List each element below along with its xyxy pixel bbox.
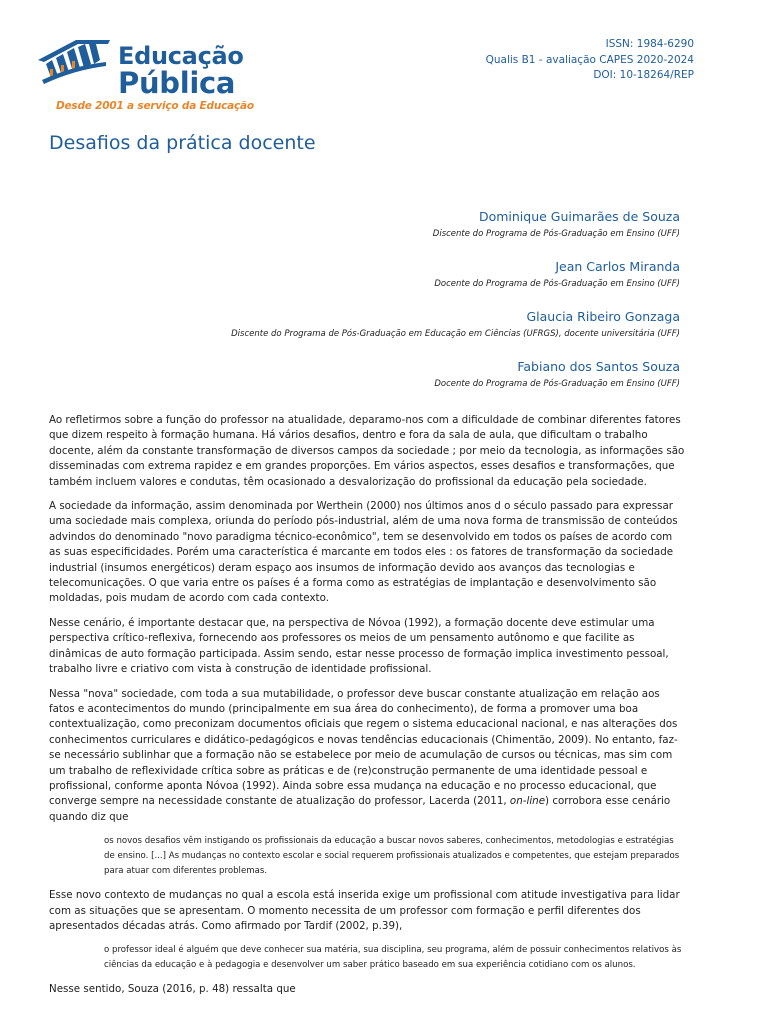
author-item [120, 208, 680, 240]
logo-wordmark-line2: Pública [118, 66, 236, 100]
body-paragraph: Nesse cenário, é importante destacar que, na perspectiva de Nóvoa (1992), a formação docente deve estimular uma perspectiva crítico-reflexiva, fornecendo aos professores os meios de um pensamento autônomo e que facilite as dinâmicas de auto formação participada. Assim sendo, estar nesse processo de formação implica investimento pessoal, trabalho livre e criativo com vista à construção de identidade profissional. [49, 616, 669, 676]
journal-logo [36, 36, 266, 116]
author-name: Glaucia Ribeiro Gonzaga [526, 309, 680, 324]
italic-text: on-line [509, 795, 546, 808]
author-item [120, 358, 680, 390]
author-affiliation: Discente do Programa de Pós-Graduação em Ensino (UFF) [432, 229, 680, 239]
logo-tagline: Desde 2001 a serviço da Educação [56, 100, 254, 112]
issn-text: ISSN: 1984-6290 [605, 38, 694, 50]
author-item [120, 308, 680, 340]
author-affiliation: Docente do Programa de Pós-Graduação em Ensino (UFF) [434, 379, 680, 389]
article-title: Desafios da prática docente [49, 132, 316, 154]
body-paragraph [49, 687, 686, 826]
body-paragraph: Nesse sentido, Souza (2016, p. 48) ressalta que [49, 983, 296, 996]
author-item [120, 258, 680, 290]
body-paragraph: Ao refletirmos sobre a função do professor na atualidade, deparamo-nos com a dificuldade de combinar diferentes fatores que dizem respeito à formação humana. Há vários desafios, dentro e fora da sala de aula, que dificultam o trabalho docente, além da constante transformação de diversos campos da sociedade ; por meio da tecnologia, as informações são disseminadas com extrema rapidez e em grandes proporções. Em vários aspectos, esses desafios e transformações, que também incluem valores e condutas, têm ocasionado a desvalorização do profissional da educação pela sociedade. [49, 414, 685, 488]
qualis-text: Qualis B1 - avaliação CAPES 2020-2024 [485, 53, 694, 66]
journal-meta [486, 37, 694, 84]
block-quote: o professor ideal é alguém que deve conhecer sua matéria, sua disciplina, seu programa, além de possuir conhecimentos relativos às ciências da educação e à pedagogia e desenvolver um saber prático baseado em sua experiência cotidiano com os alunos. [104, 945, 682, 971]
book-logo-icon [36, 36, 114, 86]
paragraph-text: Nessa "nova" sociedade, com toda a sua mutabilidade, o professor deve buscar constante atualização em relação aos fatos e acontecimentos do mundo (principalmente em sua área do conhecimento), de forma a promover uma boa contextualização, como preconizam documentos oficiais que regem o sistema educacional nacional, e nas alterações dos conhecimentos curriculares e didático-pedagógicos e novas tendências educacionais (Chimentão, 2009). No entanto, faz-se necessário sublinhar que a formação não se estabelece por meio de acumulação de cursos ou técnicas, mas sim com um trabalho de reflexividade crítica sobre as práticas e de (re)construção permanente de uma identidade pessoal e profissional, conforme aponta Nóvoa (1992). Ainda sobre essa mudança na educação e no processo educacional, que converge sempre na necessidade constante de atualização do professor, Lacerda (2011, [49, 687, 678, 808]
body-paragraph: A sociedade da informação, assim denominada por Werthein (2000) nos últimos anos d o século passado para expressar uma sociedade mais complexa, oriunda do período pós-industrial, além de uma nova forma de transmissão de conteúdos advindos do denominado "novo paradigma técnico-econômico", tem se desenvolvido em todos os países de acordo com as suas especificidades. Porém uma característica é marcante em todos eles : os fatores de transformação da sociedade industrial (insumos energéticos) deram espaço aos insumos de informação devido aos avanços das tecnologias e telecomunicações. O que varia entre os países é a forma como as estratégias de implantação e desenvolvimento são moldadas, pois mudam de acordo com cada contexto. [49, 500, 678, 605]
logo-wordmark-line1: Educação [118, 42, 244, 70]
body-paragraph: Esse novo contexto de mudanças no qual a escola está inserida exige um profissional com atitude investigativa para lidar com as situações que se apresentam. O momento necessita de um professor com formação e perfil diferentes dos apresentados décadas atrás. Como afirmado por Tardif (2002, p.39), [49, 889, 680, 932]
doi-text: DOI: 10-18264/REP [593, 69, 694, 81]
author-name: Dominique Guimarães de Souza [478, 209, 680, 224]
author-affiliation: Docente do Programa de Pós-Graduação em Ensino (UFF) [434, 279, 680, 289]
author-list [120, 208, 680, 408]
block-quote: os novos desafios vêm instigando os profissionais da educação a buscar novos saberes, conhecimentos, metodologias e estratégias de ensino. [...] As mudanças no contexto escolar e social requerem profissionais atualizados e competentes, que estejam preparados para atuar com diferentes problemas. [104, 836, 680, 877]
author-affiliation: Discente do Programa de Pós-Graduação em Educação em Ciências (UFRGS), docente universitária (UFF) [231, 329, 680, 339]
article-body [49, 413, 686, 1007]
paragraph-text: ) corrobora esse cenário quando diz que [49, 795, 671, 823]
author-name: Jean Carlos Miranda [555, 259, 680, 274]
author-name: Fabiano dos Santos Souza [517, 359, 680, 374]
